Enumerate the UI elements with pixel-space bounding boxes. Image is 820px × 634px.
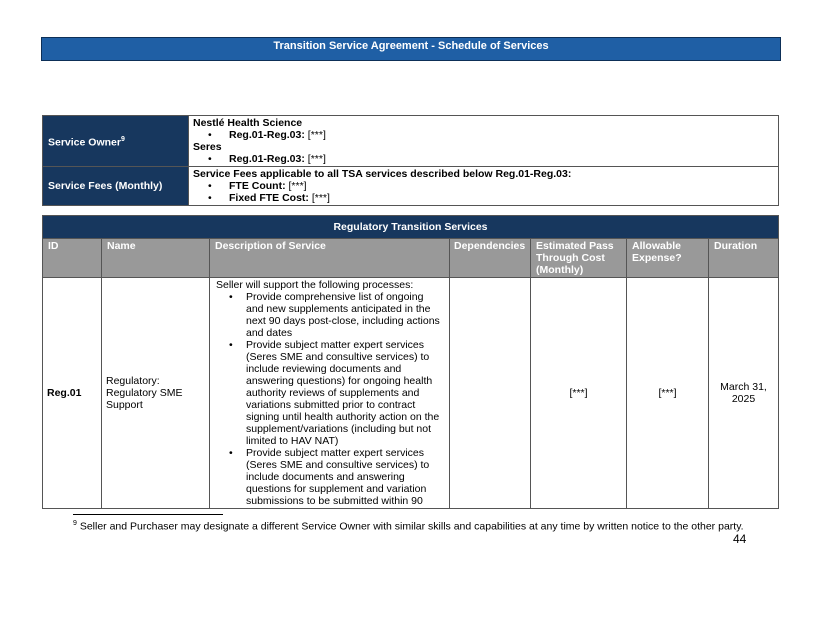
service-allowable-expense: [***] [627,278,709,509]
column-header-pass-through-cost: Estimated Pass Through Cost (Monthly) [531,239,627,278]
service-description-list [216,291,443,507]
list-item: • Provide subject matter expert services (Seres SME and consultive services) to include documents and answering questions for supplement and variation submissions to be submitted within 90 [246,447,443,507]
service-description-intro: Seller will support the following processes: [216,279,414,291]
service-fees-heading: Service Fees applicable to all TSA services described below Reg.01-Reg.03: [193,168,572,180]
service-fees-value-cell [189,167,779,206]
service-owner-value-cell [189,116,779,167]
list-item: • FTE Count: [***] [229,180,774,192]
service-description [210,278,450,509]
service-owner-label-cell [43,116,189,167]
column-header-id: ID [43,239,102,278]
service-fees-row [43,167,779,206]
column-header-name: Name [102,239,210,278]
service-owner-row [43,116,779,167]
service-pass-through-cost: [***] [531,278,627,509]
document-title-banner [41,37,781,61]
service-name: Regulatory: Regulatory SME Support [102,278,210,509]
service-id: Reg.01 [43,278,102,509]
document-title: Transition Service Agreement - Schedule of Services [273,40,549,52]
owner-entity-nhs-list [193,129,774,141]
service-fees-label: Service Fees (Monthly) [48,180,163,192]
footnote [73,520,744,533]
footnote-divider [73,514,223,515]
service-dependencies [450,278,531,509]
list-item: • Reg.01-Reg.03: [***] [229,153,774,165]
page-number: 44 [733,532,747,546]
services-table-header [43,239,779,278]
service-owner-label: Service Owner [48,136,121,149]
footnote-marker: 9 [73,520,77,527]
owner-entity-nhs: Nestlé Health Science [193,117,303,129]
list-item: • Reg.01-Reg.03: [***] [229,129,774,141]
column-header-description: Description of Service [210,239,450,278]
owner-entity-seres: Seres [193,141,222,153]
column-header-duration: Duration [709,239,779,278]
list-item: • Provide comprehensive list of ongoing and new supplements anticipated in the next 90 days post-close, including actions and dates [246,291,443,339]
column-header-dependencies: Dependencies [450,239,531,278]
services-table-title: Regulatory Transition Services [43,216,779,239]
table-row [43,278,779,509]
list-item: • Fixed FTE Cost: [***] [229,192,774,204]
service-owner-table [42,115,779,206]
list-item: • Provide subject matter expert services (Seres SME and consultive services) to include reviewing documents and answering questions) for ongoing health authority reviews of supplements and variations submitted prior to contract signing until health authority action on the supplement/variations (including but not limited to HAV NAT) [246,339,443,447]
service-owner-footnote-ref: 9 [120,135,125,143]
column-header-allowable-expense: Allowable Expense? [627,239,709,278]
service-fees-label-cell [43,167,189,206]
owner-entity-seres-list [193,153,774,165]
service-duration: March 31, 2025 [709,278,779,509]
regulatory-services-table [42,215,779,509]
service-fees-list [193,180,774,204]
footnote-text: Seller and Purchaser may designate a different Service Owner with similar skills and capabilities at any time by written notice to the other party. [76,520,744,533]
